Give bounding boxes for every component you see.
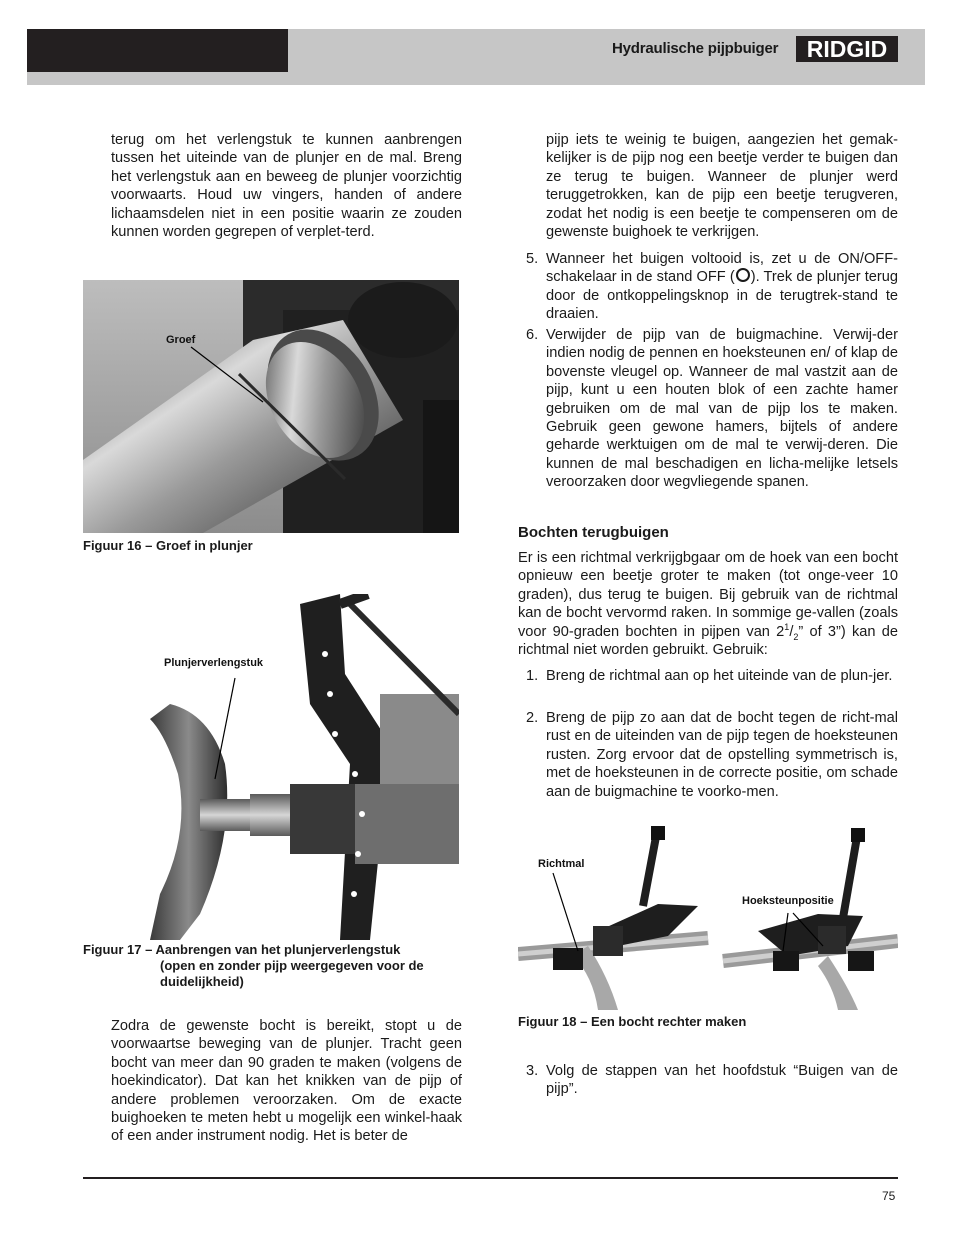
figure-18-callout-richtmal: Richtmal bbox=[538, 858, 585, 870]
figure-17-caption-line-1: Figuur 17 – Aanbrengen van het plunjerverlengstuk bbox=[83, 942, 401, 957]
page-number: 75 bbox=[882, 1189, 896, 1203]
ridgid-logo bbox=[795, 33, 899, 65]
figure-17-caption bbox=[83, 942, 463, 990]
footer-rule bbox=[83, 1177, 898, 1179]
figure-17-callout-plunjerverlengstuk: Plunjerverlengstuk bbox=[164, 657, 264, 669]
figure-17-photo bbox=[140, 594, 459, 940]
figure-18-caption: Figuur 18 – Een bocht rechter maken bbox=[518, 1014, 747, 1029]
list-item-3-text: Volg de stappen van het hoofdstuk “Buigen van de pijp”. bbox=[546, 1063, 898, 1098]
header-title: Hydraulische pijpbuiger bbox=[612, 40, 779, 57]
figure-16-callout-groef: Groef bbox=[166, 334, 196, 346]
right-paragraph-2-part-a: Er is een richtmal verkrijgbgaar om de hoek van een bocht opnieuw een beetje groter te maken (tot onge-veer 10 graden), dus terug te buigen. Bij gebruik van de richtmal kan de bocht vervormd raken. In sommige ge-vallen (zoals voor 90-graden bochten in pijpen van 2 bbox=[518, 550, 898, 640]
header-grey-strip bbox=[27, 72, 288, 85]
list-item-1-number: 1. bbox=[526, 668, 539, 684]
figure-18-photo bbox=[518, 826, 898, 1010]
fraction-numerator: 1 bbox=[784, 621, 790, 632]
list-item-1-text: Breng de richtmal aan op het uiteinde van de plun-jer. bbox=[546, 668, 893, 684]
list-item-5-number: 5. bbox=[526, 251, 539, 267]
list-item-5 bbox=[526, 250, 898, 325]
figure-18-callout-hoeksteunpositie: Hoeksteunpositie bbox=[742, 895, 834, 907]
list-item-2-number: 2. bbox=[526, 710, 539, 726]
right-paragraph-2 bbox=[518, 549, 898, 659]
list-item-2-text: Breng de pijp zo aan dat de bocht tegen de richt-mal rust en de uiteinden van de pijp tegen de hoeksteunen rusten. Zorg ervoor dat de opstelling symmetrisch is, met de hoeksteunen in de correcte positie, om schade aan de buigmachine te voorko-men. bbox=[546, 710, 898, 800]
right-paragraph-2-part-b: ” of 3”) kan de richtmal niet worden gebruikt. Gebruik: bbox=[518, 623, 899, 659]
list-item-6-number: 6. bbox=[526, 327, 539, 343]
list-item-2 bbox=[526, 709, 898, 819]
list-item-3 bbox=[526, 1062, 898, 1100]
logo-text: RIDGID bbox=[806, 36, 888, 62]
power-off-icon bbox=[736, 268, 750, 282]
list-item-6 bbox=[526, 326, 898, 510]
figure-17-caption-line-3: duidelijkheid) bbox=[160, 974, 244, 989]
right-paragraph-1: pijp iets te weinig te buigen, aangezien het gemak-kelijker is de pijp nog een beetje verder te buigen dan ze terug te buigen. Wanneer de plunjer werd teruggetrokken, kan de pijp een beetje terugveren, zodat het nodig is een beetje te compenseren om de gewenste buighoek te verkrijgen. bbox=[546, 132, 898, 241]
list-item-3-number: 3. bbox=[526, 1063, 539, 1079]
header-black-bar bbox=[27, 29, 288, 72]
list-item-6-text: Verwijder de pijp van de buigmachine. Verwij-der indien nodig de pennen en hoeksteunen en/ of klap de bovenste vleugel op. Wanneer de mal vastzit aan de pijp, kunt u een houten blok of een zachte hamer gebruiken om de mal van de pijp los te maken. Gebruik geen gewone hamers, bijtels of andere geharde werktuigen om de mal te verwij-deren. Die kunnen de mal beschadigen en licha-melijke letsels veroorzaken door wegvliegende spanen. bbox=[546, 327, 898, 491]
list-item-5-text-before: Wanneer het buigen voltooid is, zet u de ON/OFF-schakelaar in de stand OFF ( bbox=[546, 251, 898, 286]
list-item-1 bbox=[526, 667, 898, 705]
figure-17-caption-line-2: (open en zonder pijp weergegeven voor de bbox=[160, 958, 424, 973]
figure-16-caption: Figuur 16 – Groef in plunjer bbox=[83, 538, 253, 553]
fraction-denominator: 2 bbox=[793, 631, 799, 642]
fraction-slash: / bbox=[789, 623, 794, 640]
section-heading-bochten-terugbuigen: Bochten terugbuigen bbox=[518, 524, 669, 541]
left-paragraph-1: terug om het verlengstuk te kunnen aanbrengen tussen het uiteinde van de plunjer en de mal. Breng het verlengstuk aan en beweeg de plunjer voorzichtig voorwaarts. Houd uw vingers, handen of andere lichaamsdelen niet in een positie waarin ze zouden kunnen worden gegrepen of verplet-terd. bbox=[111, 132, 462, 241]
list-item-5-text bbox=[546, 250, 898, 324]
left-paragraph-2: Zodra de gewenste bocht is bereikt, stopt u de voorwaartse beweging van de plunjer. Tracht geen bocht van meer dan 90 graden te maken (volgens de hoekindicator). Dat kan het knikken van de pijp of andere problemen veroorzaken. Om de exacte buighoeken te meten hebt u mogelijk een winkel-haak of een ander instrument nodig. Het is beter de bbox=[111, 1018, 462, 1145]
figure-16-photo bbox=[83, 280, 459, 533]
list-item-5-text-after: ). Trek de plunjer terug door de ontkoppelingsknop in de terugtrek-stand te draaien. bbox=[546, 269, 898, 323]
